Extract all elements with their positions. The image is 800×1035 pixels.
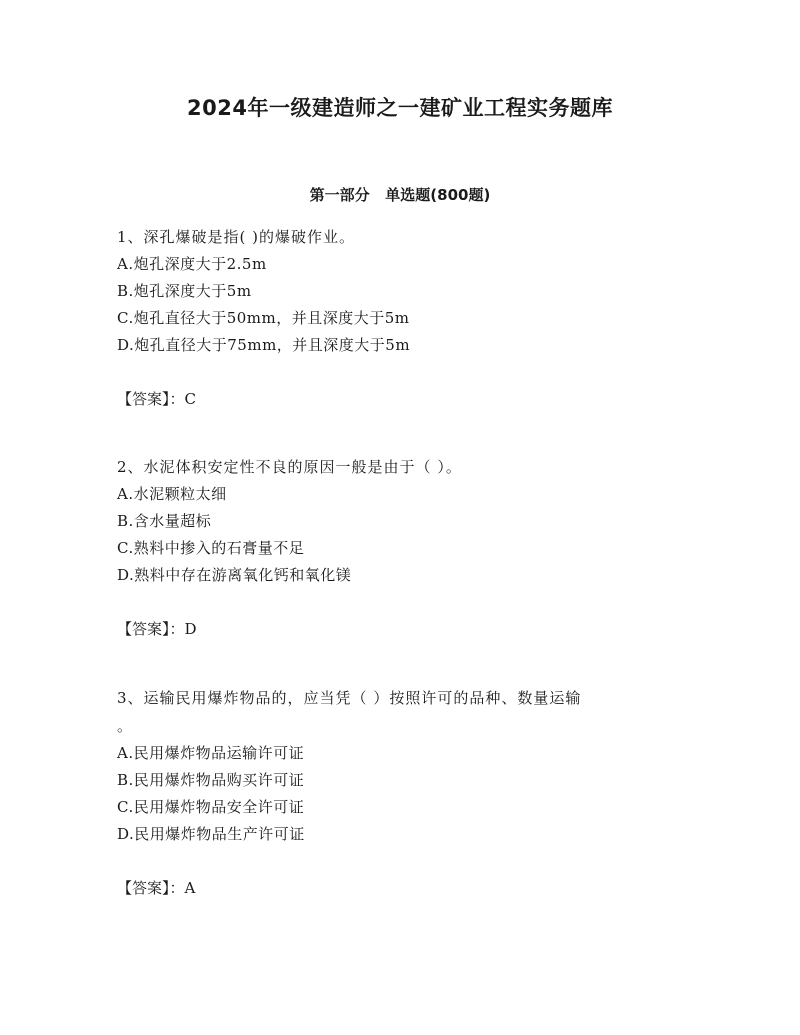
- document-title: 2024年一级建造师之一建矿业工程实务题库: [187, 96, 613, 120]
- question-2: [117, 453, 717, 643]
- question-stem: 1、深孔爆破是指( )的爆破作业。: [117, 228, 356, 246]
- answer-line: 【答案】：D: [117, 620, 197, 638]
- option-c: C.熟料中掺入的石膏量不足: [117, 539, 305, 557]
- option-b: B.民用爆炸物品购买许可证: [117, 771, 305, 789]
- question-1: [117, 223, 717, 413]
- question-3: [117, 684, 717, 902]
- option-b: B.含水量超标: [117, 512, 212, 530]
- option-c: C.炮孔直径大于50mm，并且深度大于5m: [117, 309, 410, 327]
- option-d: D.熟料中存在游离氧化钙和氧化镁: [117, 566, 352, 584]
- question-stem: 2、水泥体积安定性不良的原因一般是由于（ ）。: [117, 458, 462, 476]
- option-d: D.民用爆炸物品生产许可证: [117, 825, 305, 843]
- question-stem-continuation: 。: [117, 717, 134, 735]
- option-b: B.炮孔深度大于5m: [117, 282, 252, 300]
- answer-line: 【答案】：C: [117, 390, 196, 408]
- question-stem-line: 3、运输民用爆炸物品的，应当凭（ ）按照许可的品种、数量运输: [117, 689, 582, 707]
- option-d: D.炮孔直径大于75mm，并且深度大于5m: [117, 336, 411, 354]
- answer-line: 【答案】：A: [117, 879, 196, 897]
- option-c: C.民用爆炸物品安全许可证: [117, 798, 305, 816]
- question-stem: [117, 684, 717, 740]
- section-heading: 第一部分 单选题(800题): [309, 186, 491, 204]
- option-a: A.水泥颗粒太细: [117, 485, 227, 503]
- option-a: A.炮孔深度大于2.5m: [117, 255, 267, 273]
- option-a: A.民用爆炸物品运输许可证: [117, 744, 305, 762]
